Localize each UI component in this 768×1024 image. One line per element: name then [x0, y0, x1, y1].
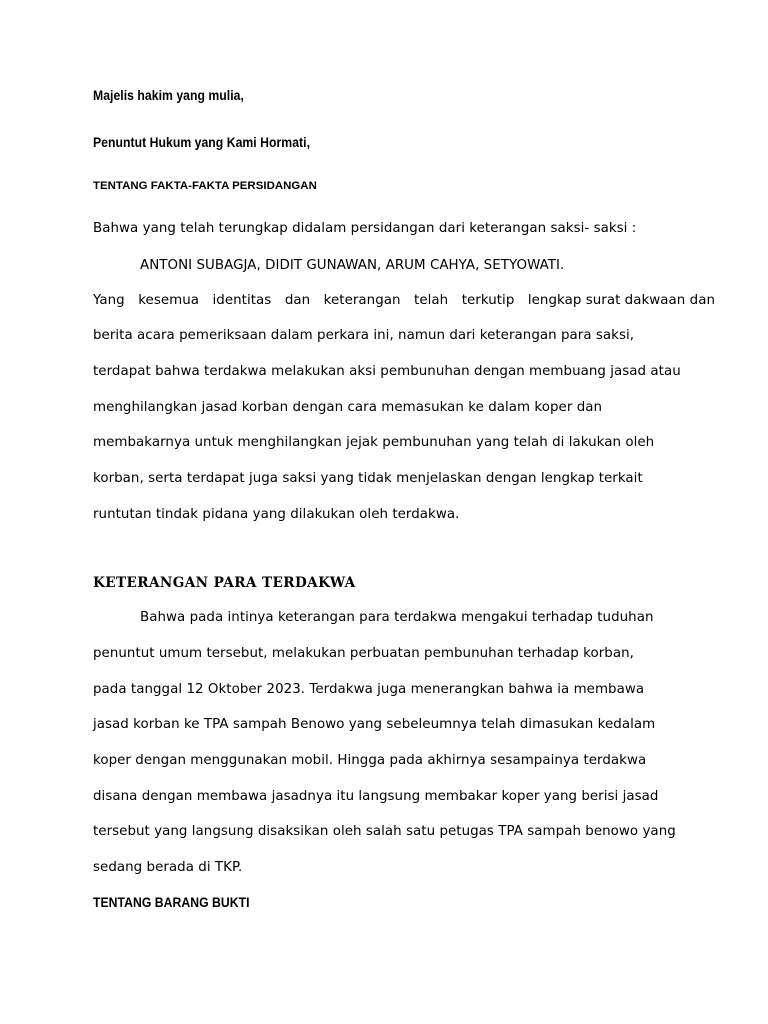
- salutation-judges: Majelis hakim yang mulia,: [93, 88, 244, 104]
- fakta-paragraph-line-1: [93, 292, 715, 310]
- terdakwa-paragraph-line-6: disana dengan membawa jasadnya itu langsung membakar koper yang berisi jasad: [93, 789, 659, 804]
- terdakwa-paragraph-line-1: Bahwa pada intinya keterangan para terdakwa mengakui terhadap tuduhan: [140, 610, 654, 625]
- terdakwa-paragraph-line-8: sedang berada di TKP.: [93, 860, 243, 875]
- word: identitas: [212, 293, 272, 308]
- word: dan: [284, 293, 311, 308]
- terdakwa-paragraph-line-5: koper dengan menggunakan mobil. Hingga pada akhirnya sesampainya terdakwa: [93, 753, 647, 768]
- word: terkutip: [461, 293, 515, 308]
- salutation-prosecutor: Penuntut Hukum yang Kami Hormati,: [93, 135, 311, 151]
- word: Yang: [93, 293, 125, 308]
- terdakwa-paragraph-line-7: tersebut yang langsung disaksikan oleh salah satu petugas TPA sampah benowo yang: [93, 824, 676, 839]
- fakta-paragraph-line-5: membakarnya untuk menghilangkan jejak pembunuhan yang telah di lakukan oleh: [93, 435, 655, 450]
- heading-fakta-persidangan: TENTANG FAKTA-FAKTA PERSIDANGAN: [93, 180, 317, 192]
- saksi-names: ANTONI SUBAGJA, DIDIT GUNAWAN, ARUM CAHYA, SETYOWATI.: [140, 258, 565, 273]
- terdakwa-paragraph-line-3: pada tanggal 12 Oktober 2023. Terdakwa juga menerangkan bahwa ia membawa: [93, 682, 645, 697]
- terdakwa-paragraph-line-2: penuntut umum tersebut, melakukan perbuatan pembunuhan terhadap korban,: [93, 646, 634, 661]
- word: keterangan: [323, 293, 401, 308]
- terdakwa-paragraph-line-4: jasad korban ke TPA sampah Benowo yang sebeleumnya telah dimasukan kedalam: [93, 717, 656, 732]
- word: kesemua: [138, 293, 200, 308]
- word: lengkap surat dakwaan dan: [527, 293, 715, 308]
- fakta-paragraph-line-6: korban, serta terdapat juga saksi yang tidak menjelaskan dengan lengkap terkait: [93, 471, 643, 486]
- fakta-paragraph-line-3: terdapat bahwa terdakwa melakukan aksi pembunuhan dengan membuang jasad atau: [93, 364, 681, 379]
- heading-keterangan-terdakwa: KETERANGAN PARA TERDAKWA: [93, 575, 356, 591]
- fakta-intro: Bahwa yang telah terungkap didalam persidangan dari keterangan saksi- saksi :: [93, 221, 637, 236]
- fakta-paragraph-line-7: runtutan tindak pidana yang dilakukan oleh terdakwa.: [93, 507, 460, 522]
- fakta-paragraph-line-2: berita acara pemeriksaan dalam perkara ini, namun dari keterangan para saksi,: [93, 328, 635, 343]
- word: telah: [414, 293, 449, 308]
- fakta-paragraph-line-4: menghilangkan jasad korban dengan cara memasukan ke dalam koper dan: [93, 400, 603, 415]
- heading-barang-bukti: TENTANG BARANG BUKTI: [93, 895, 250, 911]
